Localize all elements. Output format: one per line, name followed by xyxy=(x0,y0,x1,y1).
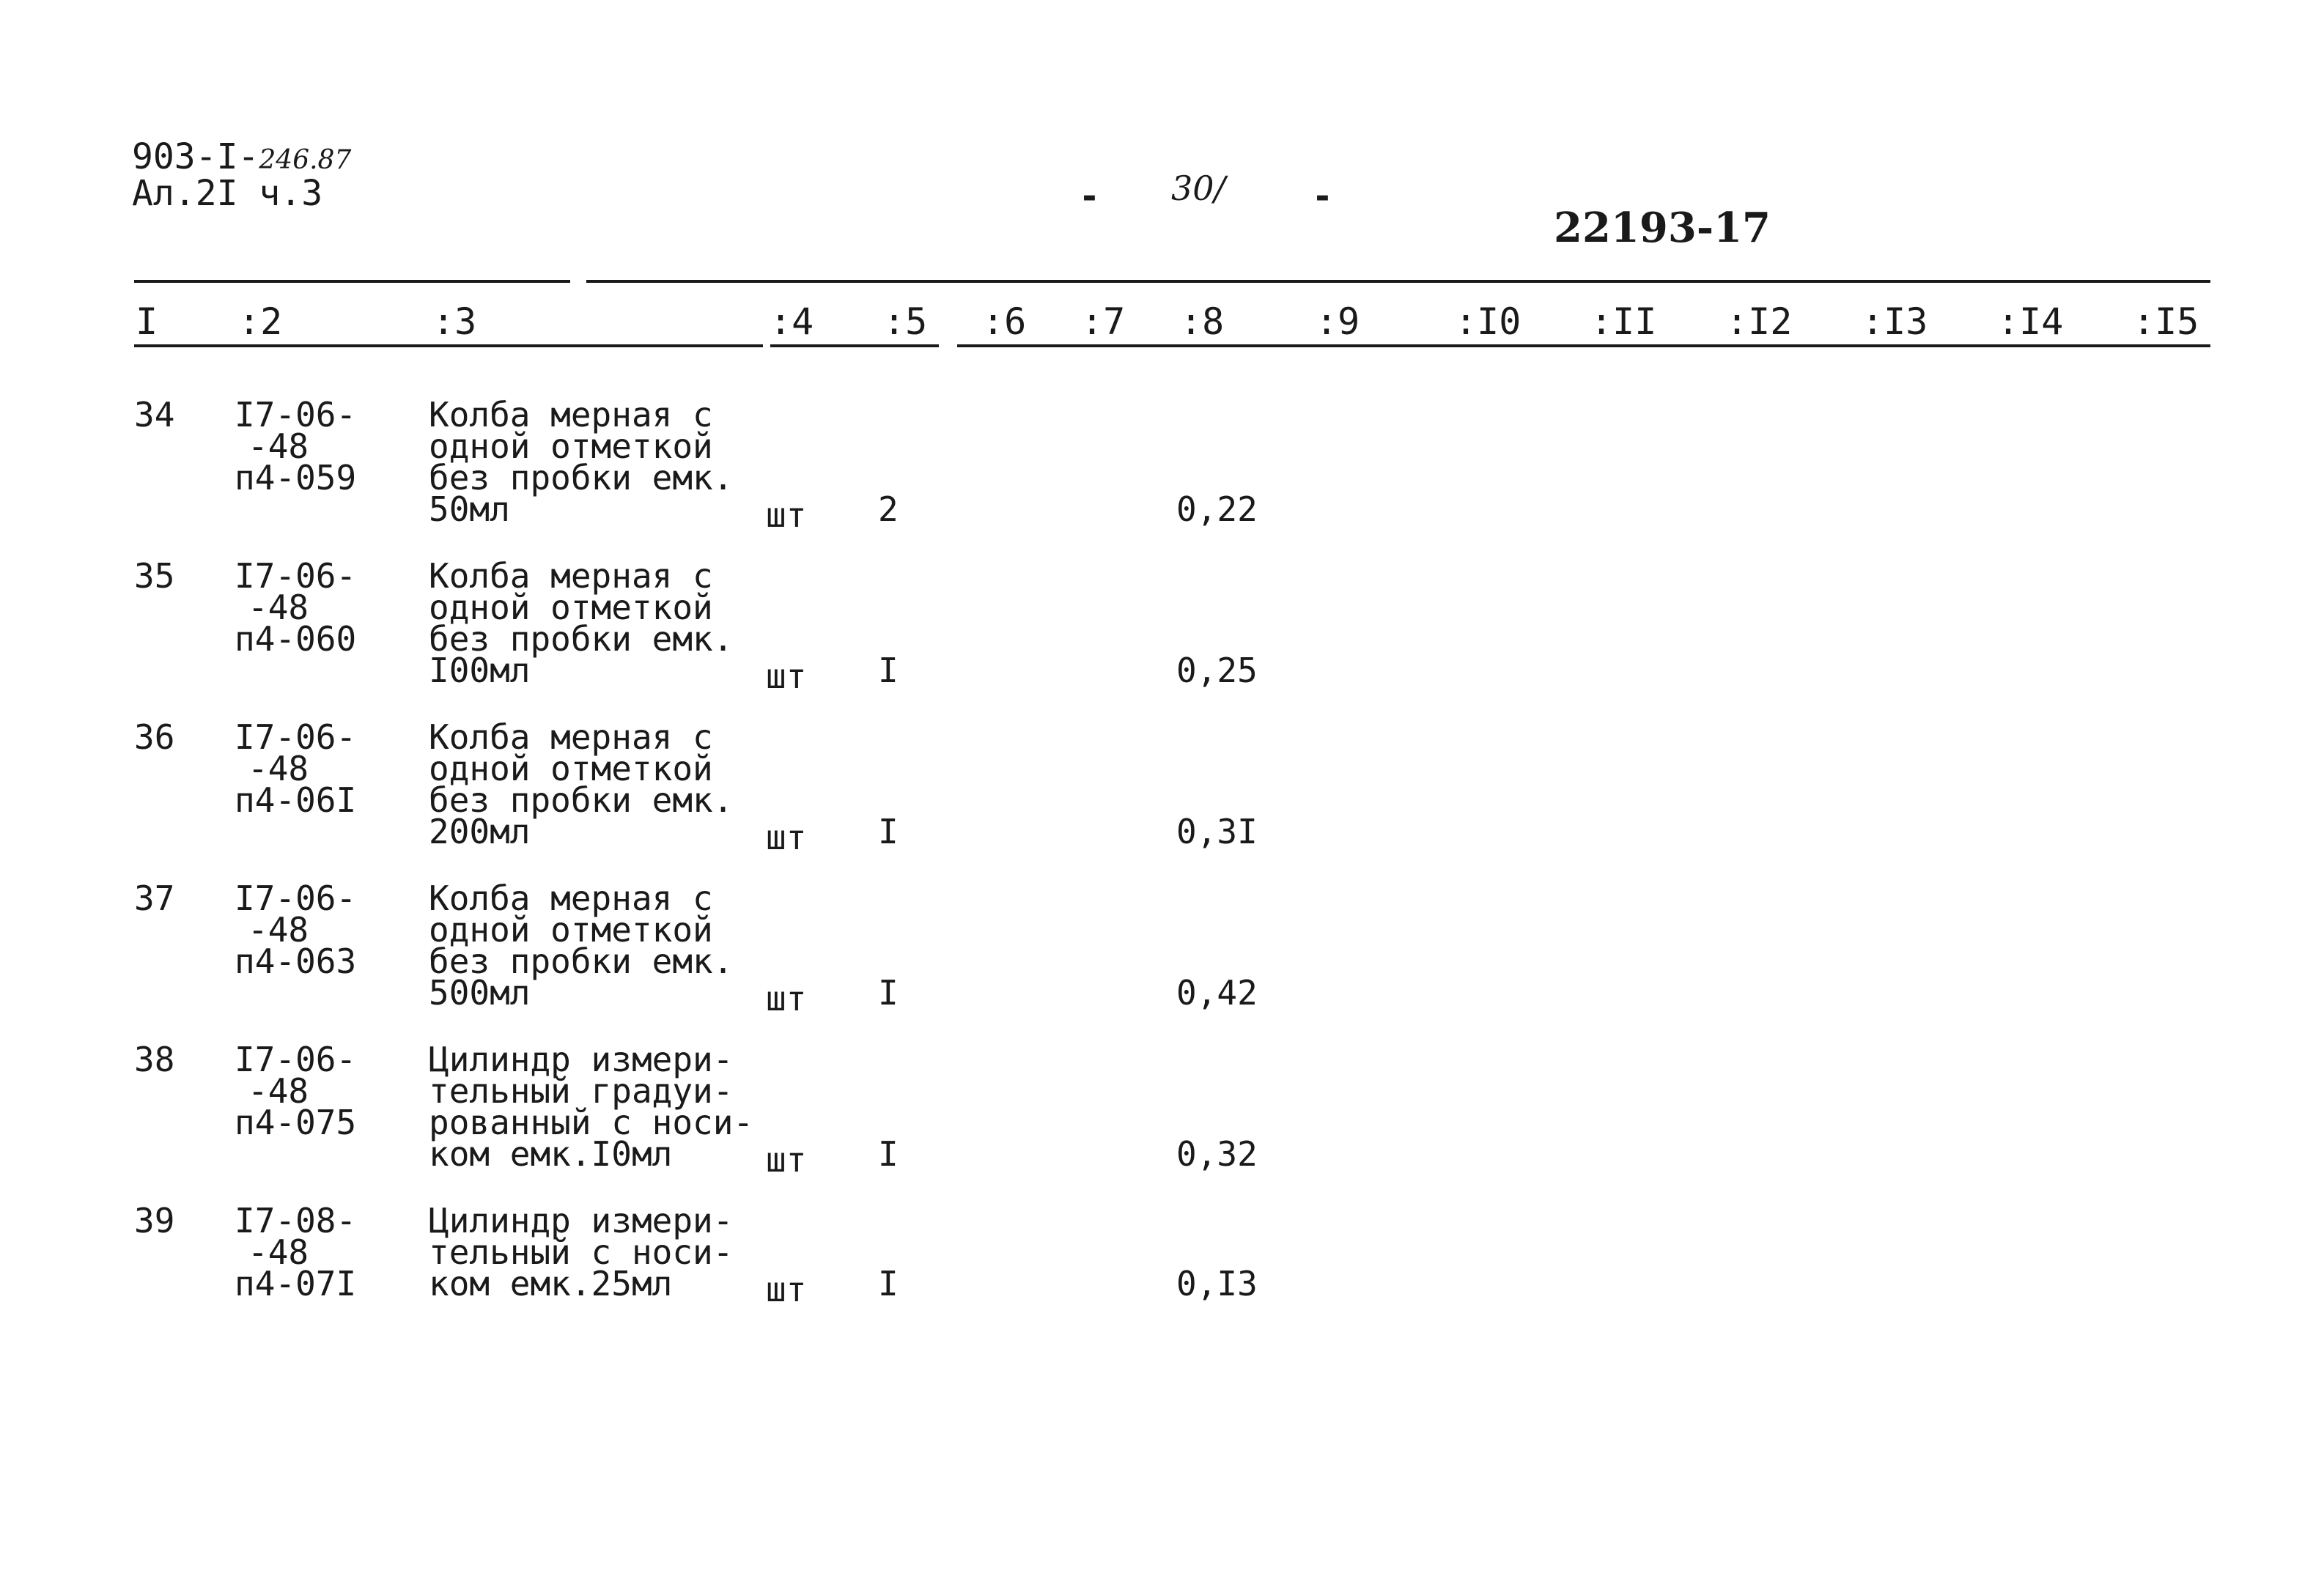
row-code-line: I7-06- xyxy=(235,556,357,596)
row-quantity: I xyxy=(878,651,899,690)
album-line: Ал.2I ч.3 xyxy=(132,173,323,214)
row-name-line: ком емк.I0мл xyxy=(429,1134,673,1174)
row-number: 35 xyxy=(134,556,175,596)
column-header: :I3 xyxy=(1862,300,1928,343)
row-code-line: I7-06- xyxy=(235,717,357,757)
row-quantity: I xyxy=(878,812,899,851)
row-unit: шт xyxy=(766,979,807,1018)
column-header: :8 xyxy=(1180,300,1225,343)
row-code-line: -48 xyxy=(248,588,309,627)
row-name-line: 500мл xyxy=(429,973,531,1013)
row-value: 0,22 xyxy=(1176,489,1258,529)
row-name-line: тельный градуи- xyxy=(429,1071,734,1111)
row-name-line: без пробки емк. xyxy=(429,780,734,820)
row-quantity: 2 xyxy=(878,489,899,529)
header-rule-2 xyxy=(770,344,939,347)
row-code-line: -48 xyxy=(248,426,309,466)
column-header: :2 xyxy=(238,300,283,343)
row-number: 38 xyxy=(134,1040,175,1079)
row-code-line: п4-060 xyxy=(235,619,357,659)
row-name-line: одной отметкой xyxy=(429,588,713,627)
row-code-line: п4-07I xyxy=(235,1264,357,1303)
row-unit: шт xyxy=(766,1140,807,1180)
row-name-line: рованный с носи- xyxy=(429,1103,754,1142)
row-value: 0,42 xyxy=(1176,973,1258,1013)
row-name-line: Колба мерная с xyxy=(429,878,713,918)
row-number: 39 xyxy=(134,1201,175,1240)
column-header: :5 xyxy=(883,300,928,343)
row-code-line: п4-063 xyxy=(235,942,357,981)
page-dash-left: - xyxy=(1079,176,1100,217)
row-name-line: одной отметкой xyxy=(429,749,713,788)
row-name-line: тельный с носи- xyxy=(429,1232,734,1272)
column-header: :II xyxy=(1590,300,1657,343)
row-unit: шт xyxy=(766,818,807,857)
column-header: :4 xyxy=(770,300,814,343)
row-name-line: 50мл xyxy=(429,489,510,529)
column-header: I xyxy=(136,300,158,343)
row-unit: шт xyxy=(766,656,807,696)
row-code-line: п4-059 xyxy=(235,458,357,497)
row-code-line: I7-06- xyxy=(235,395,357,434)
row-quantity: I xyxy=(878,973,899,1013)
column-header: :6 xyxy=(982,300,1027,343)
row-value: 0,32 xyxy=(1176,1134,1258,1174)
row-code-line: I7-06- xyxy=(235,1040,357,1079)
row-code-line: -48 xyxy=(248,1071,309,1111)
page-dash-right: - xyxy=(1312,176,1333,217)
row-code-line: I7-08- xyxy=(235,1201,357,1240)
header-rule-1 xyxy=(134,344,763,347)
document-code-handwritten: 246.87 xyxy=(259,145,352,175)
column-header: :7 xyxy=(1081,300,1126,343)
row-code-line: -48 xyxy=(248,1232,309,1272)
top-rule-left xyxy=(134,280,570,283)
row-name-line: одной отметкой xyxy=(429,910,713,950)
row-code-line: -48 xyxy=(248,910,309,950)
row-code-line: I7-06- xyxy=(235,878,357,918)
row-value: 0,3I xyxy=(1176,812,1258,851)
row-code-line: -48 xyxy=(248,749,309,788)
header-rule-3 xyxy=(957,344,2210,347)
row-name-line: Цилиндр измери- xyxy=(429,1040,734,1079)
row-name-line: без пробки емк. xyxy=(429,942,734,981)
document-code-prefix: 903-I- xyxy=(132,136,259,177)
row-name-line: Цилиндр измери- xyxy=(429,1201,734,1240)
row-code-line: п4-075 xyxy=(235,1103,357,1142)
row-quantity: I xyxy=(878,1264,899,1303)
column-header: :I2 xyxy=(1726,300,1793,343)
row-value: 0,I3 xyxy=(1176,1264,1258,1303)
row-unit: шт xyxy=(766,1270,807,1309)
column-header: :3 xyxy=(432,300,477,343)
row-name-line: Колба мерная с xyxy=(429,395,713,434)
row-name-line: одной отметкой xyxy=(429,426,713,466)
sheet-code: 22193-17 xyxy=(1554,204,1771,252)
row-quantity: I xyxy=(878,1134,899,1174)
column-header: :I5 xyxy=(2133,300,2199,343)
row-name-line: Колба мерная с xyxy=(429,717,713,757)
top-rule-right xyxy=(586,280,2210,283)
row-value: 0,25 xyxy=(1176,651,1258,690)
column-header: :9 xyxy=(1316,300,1360,343)
column-header: :I4 xyxy=(1997,300,2064,343)
page-number: 30/ xyxy=(1171,169,1226,208)
row-name-line: I00мл xyxy=(429,651,531,690)
row-unit: шт xyxy=(766,495,807,535)
row-name-line: ком емк.25мл xyxy=(429,1264,673,1303)
row-number: 37 xyxy=(134,878,175,918)
row-name-line: без пробки емк. xyxy=(429,619,734,659)
row-name-line: Колба мерная с xyxy=(429,556,713,596)
row-number: 36 xyxy=(134,717,175,757)
row-name-line: 200мл xyxy=(429,812,531,851)
row-number: 34 xyxy=(134,395,175,434)
row-name-line: без пробки емк. xyxy=(429,458,734,497)
column-header: :I0 xyxy=(1455,300,1521,343)
row-code-line: п4-06I xyxy=(235,780,357,820)
